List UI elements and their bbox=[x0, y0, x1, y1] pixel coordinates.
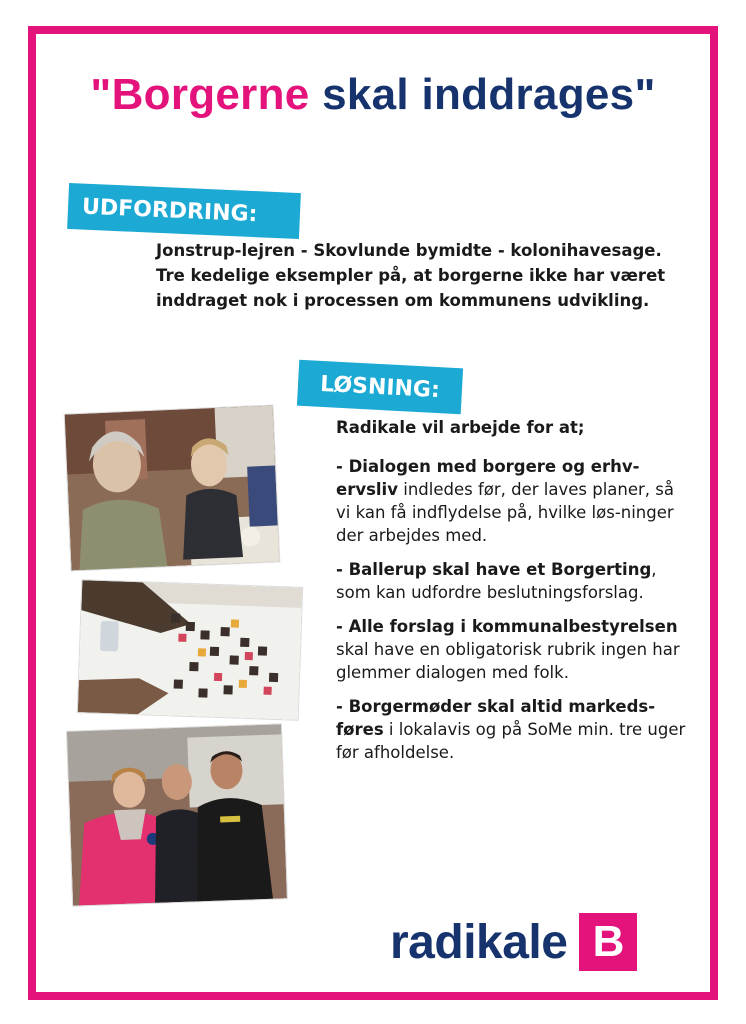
title-rest: skal inddrages bbox=[322, 70, 635, 119]
solution-point bbox=[336, 615, 686, 684]
challenge-line: Tre kedelige eksempler på, at borgerne ikke har været bbox=[156, 266, 666, 285]
challenge-tag: UDFORDRING: bbox=[67, 183, 301, 239]
cafe-meeting-photo bbox=[65, 406, 280, 571]
solution-tag: LØSNING: bbox=[297, 360, 463, 415]
solution-point bbox=[336, 695, 686, 764]
radikale-logo bbox=[390, 912, 637, 972]
solution-point-bold: - Dialogen med borgere og erhv-ervsliv bbox=[336, 457, 640, 499]
title-word-borgerne: Borgerne bbox=[111, 70, 310, 119]
workshop-cards-photo bbox=[78, 580, 302, 720]
solution-point bbox=[336, 558, 686, 604]
challenge-line: Jonstrup-lejren - Skovlunde bymidte - kolonihavesage. bbox=[156, 241, 662, 260]
title-quote-open: " bbox=[90, 70, 112, 119]
logo-wordmark: radikale bbox=[390, 915, 568, 969]
solution-text bbox=[336, 416, 686, 775]
title-quote-close: " bbox=[634, 70, 656, 119]
solution-point-bold: - Alle forslag i kommunalbestyrelsen bbox=[336, 617, 678, 636]
solution-lead: Radikale vil arbejde for at; bbox=[336, 418, 585, 437]
solution-point-rest: i lokalavis og på SoMe min. tre uger før afholdelse. bbox=[336, 720, 686, 762]
solution-point bbox=[336, 455, 686, 547]
solution-point-rest: indledes før, der laves planer, så vi kan få indflydelse på, hvilke løs-ninger der arbejdes med. bbox=[336, 480, 674, 545]
solution-point-rest: , som kan udfordre beslutningsforslag. bbox=[336, 560, 657, 602]
challenge-text bbox=[156, 238, 676, 313]
challenge-line: inddraget nok i processen om kommunens udvikling. bbox=[156, 291, 650, 310]
solution-point-rest: skal have en obligatorisk rubrik ingen har glemmer dialogen med folk. bbox=[336, 640, 680, 682]
solution-point-bold: - Ballerup skal have et Borgerting bbox=[336, 560, 652, 579]
logo-b-badge: B bbox=[579, 913, 637, 971]
page-title bbox=[0, 70, 746, 120]
solution-point-bold: - Borgermøder skal altid markeds-føres bbox=[336, 697, 656, 739]
group-portrait-photo bbox=[67, 724, 287, 905]
